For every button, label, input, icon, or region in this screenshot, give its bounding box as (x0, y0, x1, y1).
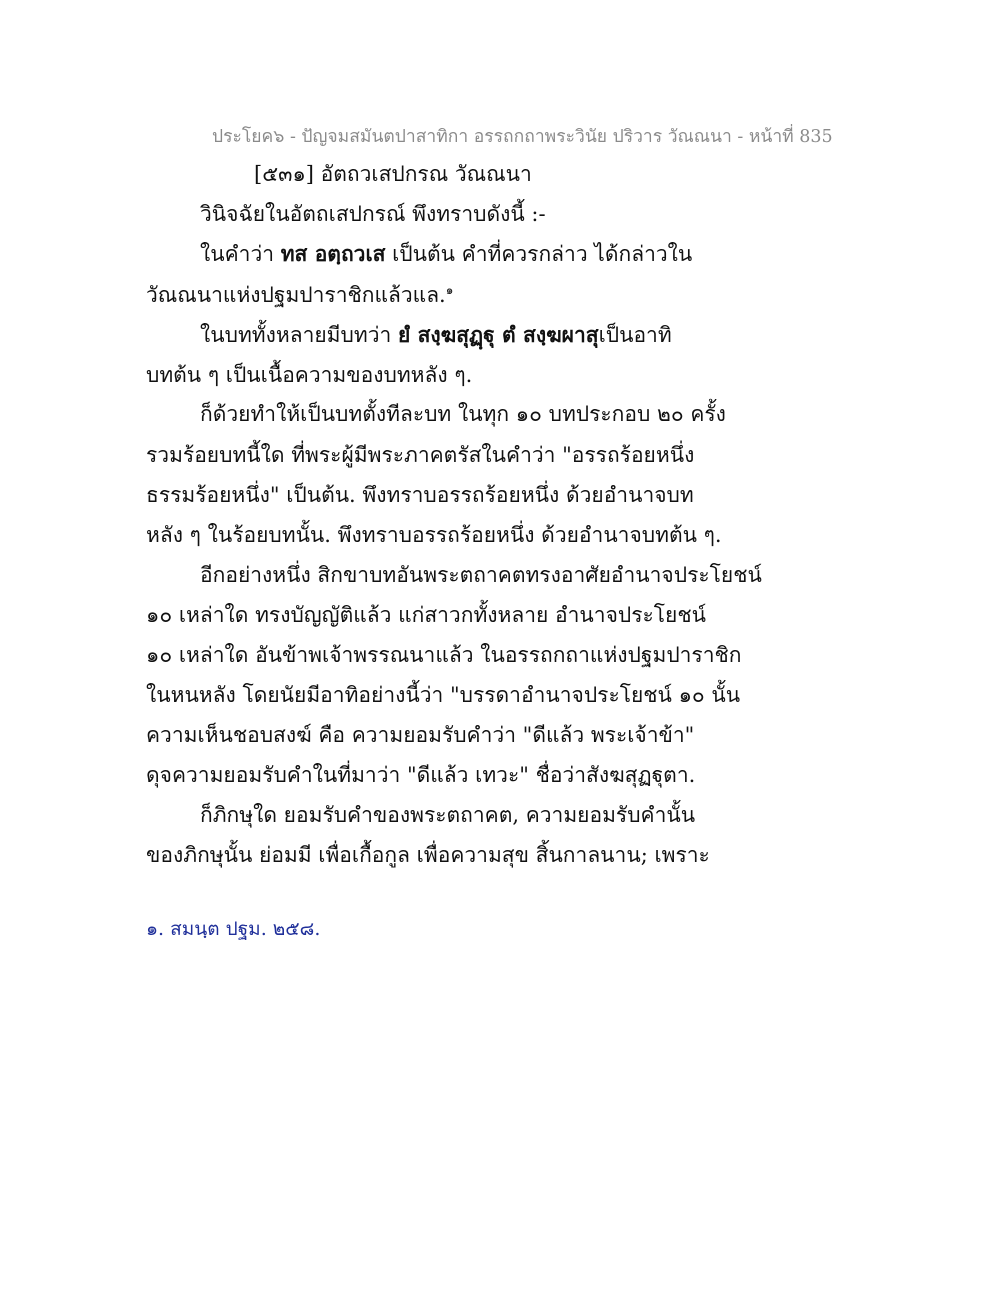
text-segment: เป็นต้น คำที่ควรกล่าว ได้กล่าวใน (385, 242, 693, 266)
paragraph-line: อีกอย่างหนึ่ง สิกขาบทอันพระตถาคตทรงอาศัยอำนาจประโยชน์ (200, 563, 762, 587)
paragraph-line: ของภิกษุนั้น ย่อมมี เพื่อเกื้อกูล เพื่อความสุข สิ้นกาลนาน; เพราะ (146, 843, 710, 867)
footnote-marker: ๑ (445, 283, 454, 297)
paragraph-line: ในหนหลัง โดยนัยมีอาทิอย่างนี้ว่า "บรรดาอำนาจประโยชน์ ๑๐ นั้น (146, 683, 741, 707)
paragraph-line: ดุจความยอมรับคำในที่มาว่า "ดีแล้ว เทวะ" ชื่อว่าสังฆสุฏฐุตา. (146, 763, 696, 787)
paragraph-line: หลัง ๆ ในร้อยบทนั้น. พึงทราบอรรถร้อยหนึ่ง ด้วยอำนาจบทต้น ๆ. (146, 523, 722, 547)
footnote: ๑. สมนฺต ปฐม. ๒๕๘. (146, 918, 321, 940)
paragraph-line: ความเห็นชอบสงฆ์ คือ ความยอมรับคำว่า "ดีแล้ว พระเจ้าข้า" (146, 723, 695, 747)
paragraph-line: ๑๐ เหล่าใด อันข้าพเจ้าพรรณนาแล้ว ในอรรถกถาแห่งปฐมปาราชิก (146, 643, 742, 667)
paragraph-line: ธรรมร้อยหนึ่ง" เป็นต้น. พึงทราบอรรถร้อยหนึ่ง ด้วยอำนาจบท (146, 483, 694, 507)
pali-term: ทส อตฺถวเส (280, 241, 386, 266)
text-segment: เป็นอาทิ (598, 323, 672, 347)
paragraph-line (200, 321, 672, 349)
text-segment: วัณณนาแห่งปฐมปาราชิกแล้วแล. (146, 283, 446, 307)
paragraph-line: ก็ภิกษุใด ยอมรับคำของพระตถาคต, ความยอมรับคำนั้น (200, 803, 696, 827)
text-segment: ในคำว่า (200, 242, 281, 266)
pali-term: ยํ สงฺฆสุฏฺฐุ ตํ สงฺฆผาสุ (397, 322, 599, 347)
page-header: ประโยค๖ - ปัญจมสมันตปาสาทิกา อรรถกถาพระวินัย ปริวาร วัณณนา - หน้าที่ 835 (212, 127, 833, 147)
paragraph-line (146, 281, 453, 309)
paragraph-line: ๑๐ เหล่าใด ทรงบัญญัติแล้ว แก่สาวกทั้งหลาย อำนาจประโยชน์ (146, 603, 706, 627)
text-segment: ในบททั้งหลายมีบทว่า (200, 323, 398, 347)
paragraph-line: บทต้น ๆ เป็นเนื้อความของบทหลัง ๆ. (146, 363, 473, 387)
paragraph-line: รวมร้อยบทนี้ใด ที่พระผู้มีพระภาคตรัสในคำว่า "อรรถร้อยหนึ่ง (146, 443, 695, 467)
paragraph-line (200, 240, 692, 268)
paragraph-line: ก็ด้วยทำให้เป็นบทตั้งทีละบท ในทุก ๑๐ บทประกอบ ๒๐ ครั้ง (200, 402, 726, 426)
section-heading: [๕๓๑] อัตถวเสปกรณ วัณณนา (254, 162, 532, 186)
paragraph-line: วินิจฉัยในอัตถเสปกรณ์ พึงทราบดังนี้ :- (200, 202, 546, 226)
